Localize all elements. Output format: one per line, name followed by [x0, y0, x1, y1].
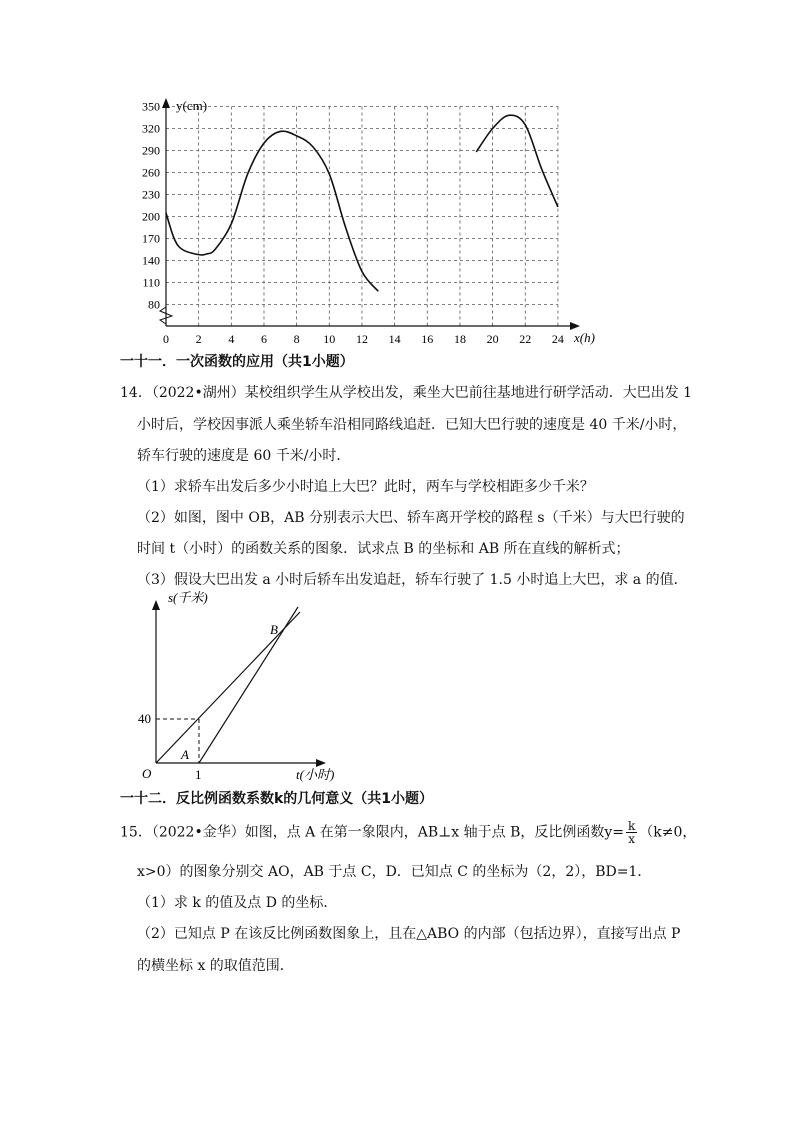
chart1-x-tick-label: 16: [421, 332, 434, 346]
chart2-s-label: s(千米): [168, 590, 208, 605]
q14-part2b: 时间 t（小时）的函数关系的图象．试求点 B 的坐标和 AB 所在直线的解析式；: [137, 541, 630, 557]
chart1-x-tick-label: 4: [228, 332, 235, 346]
chart1-x-tick-label: 20: [486, 332, 499, 346]
chart1-grid: [166, 107, 558, 326]
chart1-x-tick-label: 8: [293, 332, 300, 346]
q14-line3: 轿车行驶的速度是 60 千米/小时．: [137, 448, 351, 464]
line-OB: [156, 612, 300, 763]
chart1-y-tick-label: 170: [142, 231, 160, 246]
q14-line1: 14．（2022•湖州）某校组织学生从学校出发，乘坐大巴前往基地进行研学活动．大巴出发 1: [120, 385, 693, 401]
chart1-y-tick-label: 260: [142, 165, 160, 180]
chart1-x-tick-label: 22: [519, 332, 532, 346]
chart1-curve-segment: [476, 115, 558, 207]
q15-fraction: [626, 820, 637, 845]
chart1-y-tick-label: 110: [142, 275, 160, 290]
q15-line1-tail: （k≠0，: [639, 824, 697, 841]
origin-label: O: [142, 766, 152, 781]
q15-line1-text: 15．（2022•金华）如图，点 A 在第一象限内，AB⊥x 轴于点 B，反比例函数: [120, 824, 605, 841]
chart1-x-label: x(h): [574, 330, 595, 345]
chart1-y-tick-label: 230: [142, 187, 160, 202]
chart1-y-ticks: [142, 100, 160, 312]
chart1-x-arrow: [570, 322, 580, 330]
s-tick-40: 40: [138, 711, 151, 726]
chart1-curve-segment: [166, 131, 378, 291]
q15-line1: [120, 820, 696, 845]
height-chart: [0, 0, 794, 360]
q14-part1: （1）求轿车出发后多少小时追上大巴？此时，两车与学校相距多少千米？: [137, 479, 594, 495]
chart1-x-tick-label: 0: [163, 332, 169, 346]
chart1-y-arrow: [162, 98, 170, 108]
distance-time-chart: [0, 590, 794, 790]
chart2-s-arrow: [152, 600, 160, 610]
t-tick-1: 1: [195, 767, 202, 782]
chart2-t-arrow: [316, 759, 326, 767]
chart1-x-tick-label: 6: [260, 332, 267, 346]
chart1-y-tick-label: 80: [148, 297, 160, 312]
q15-part2a: （2）已知点 P 在该反比例函数图象上，且在△ABO 的内部（包括边界），直接写出点 P: [137, 926, 681, 942]
chart1-y-tick-label: 140: [142, 253, 160, 268]
chart1-y-tick-label: 290: [142, 143, 160, 158]
chart1-x-tick-label: 14: [388, 332, 401, 346]
q14-part2a: （2）如图，图中 OB，AB 分别表示大巴、轿车离开学校的路程 s（千米）与大巴行驶的: [137, 510, 685, 526]
chart1-y-tick-label: 320: [142, 121, 160, 136]
q15-fraction-denominator: x: [628, 832, 636, 846]
chart1-y-tick-label: 200: [142, 209, 160, 224]
chart1-x-tick-label: 10: [323, 332, 336, 346]
section-12-heading: 一十二．反比例函数系数k的几何意义（共1小题）: [120, 791, 434, 807]
q15-line2: x>0）的图象分别交 AO，AB 于点 C，D．已知点 C 的坐标为（2，2），BD=1．: [137, 864, 652, 880]
q14-part3: （3）假设大巴出发 a 小时后轿车出发追赶，轿车行驶了 1.5 小时追上大巴，求 a 的值．: [137, 572, 688, 588]
q15-part2b: 的横坐标 x 的取值范围．: [137, 958, 294, 974]
chart1-x-tick-label: 12: [355, 332, 368, 346]
q14-line2: 小时后，学校因事派人乘坐轿车沿相同路线追赶．已知大巴行驶的速度是 40 千米/小时，: [137, 417, 687, 433]
chart1-x-ticks: [163, 332, 564, 346]
chart1-y-label: y(cm): [176, 98, 208, 113]
chart1-x-tick-label: 2: [195, 332, 202, 346]
line-AB: [199, 607, 298, 763]
point-A-label: A: [181, 747, 189, 762]
point-B-label: B: [270, 622, 278, 637]
chart1-x-tick-label: 18: [453, 332, 466, 346]
q15-fraction-lhs: y=: [604, 824, 624, 841]
section-11-heading: 一十一．一次函数的应用（共1小题）: [120, 354, 354, 370]
chart1-y-tick-label: 350: [142, 99, 160, 114]
q15-fraction-numerator: k: [628, 819, 636, 833]
chart1-x-tick-label: 24: [551, 332, 564, 346]
chart2-t-label: t(小时): [296, 767, 335, 782]
q15-part1: （1）求 k 的值及点 D 的坐标．: [137, 895, 338, 911]
